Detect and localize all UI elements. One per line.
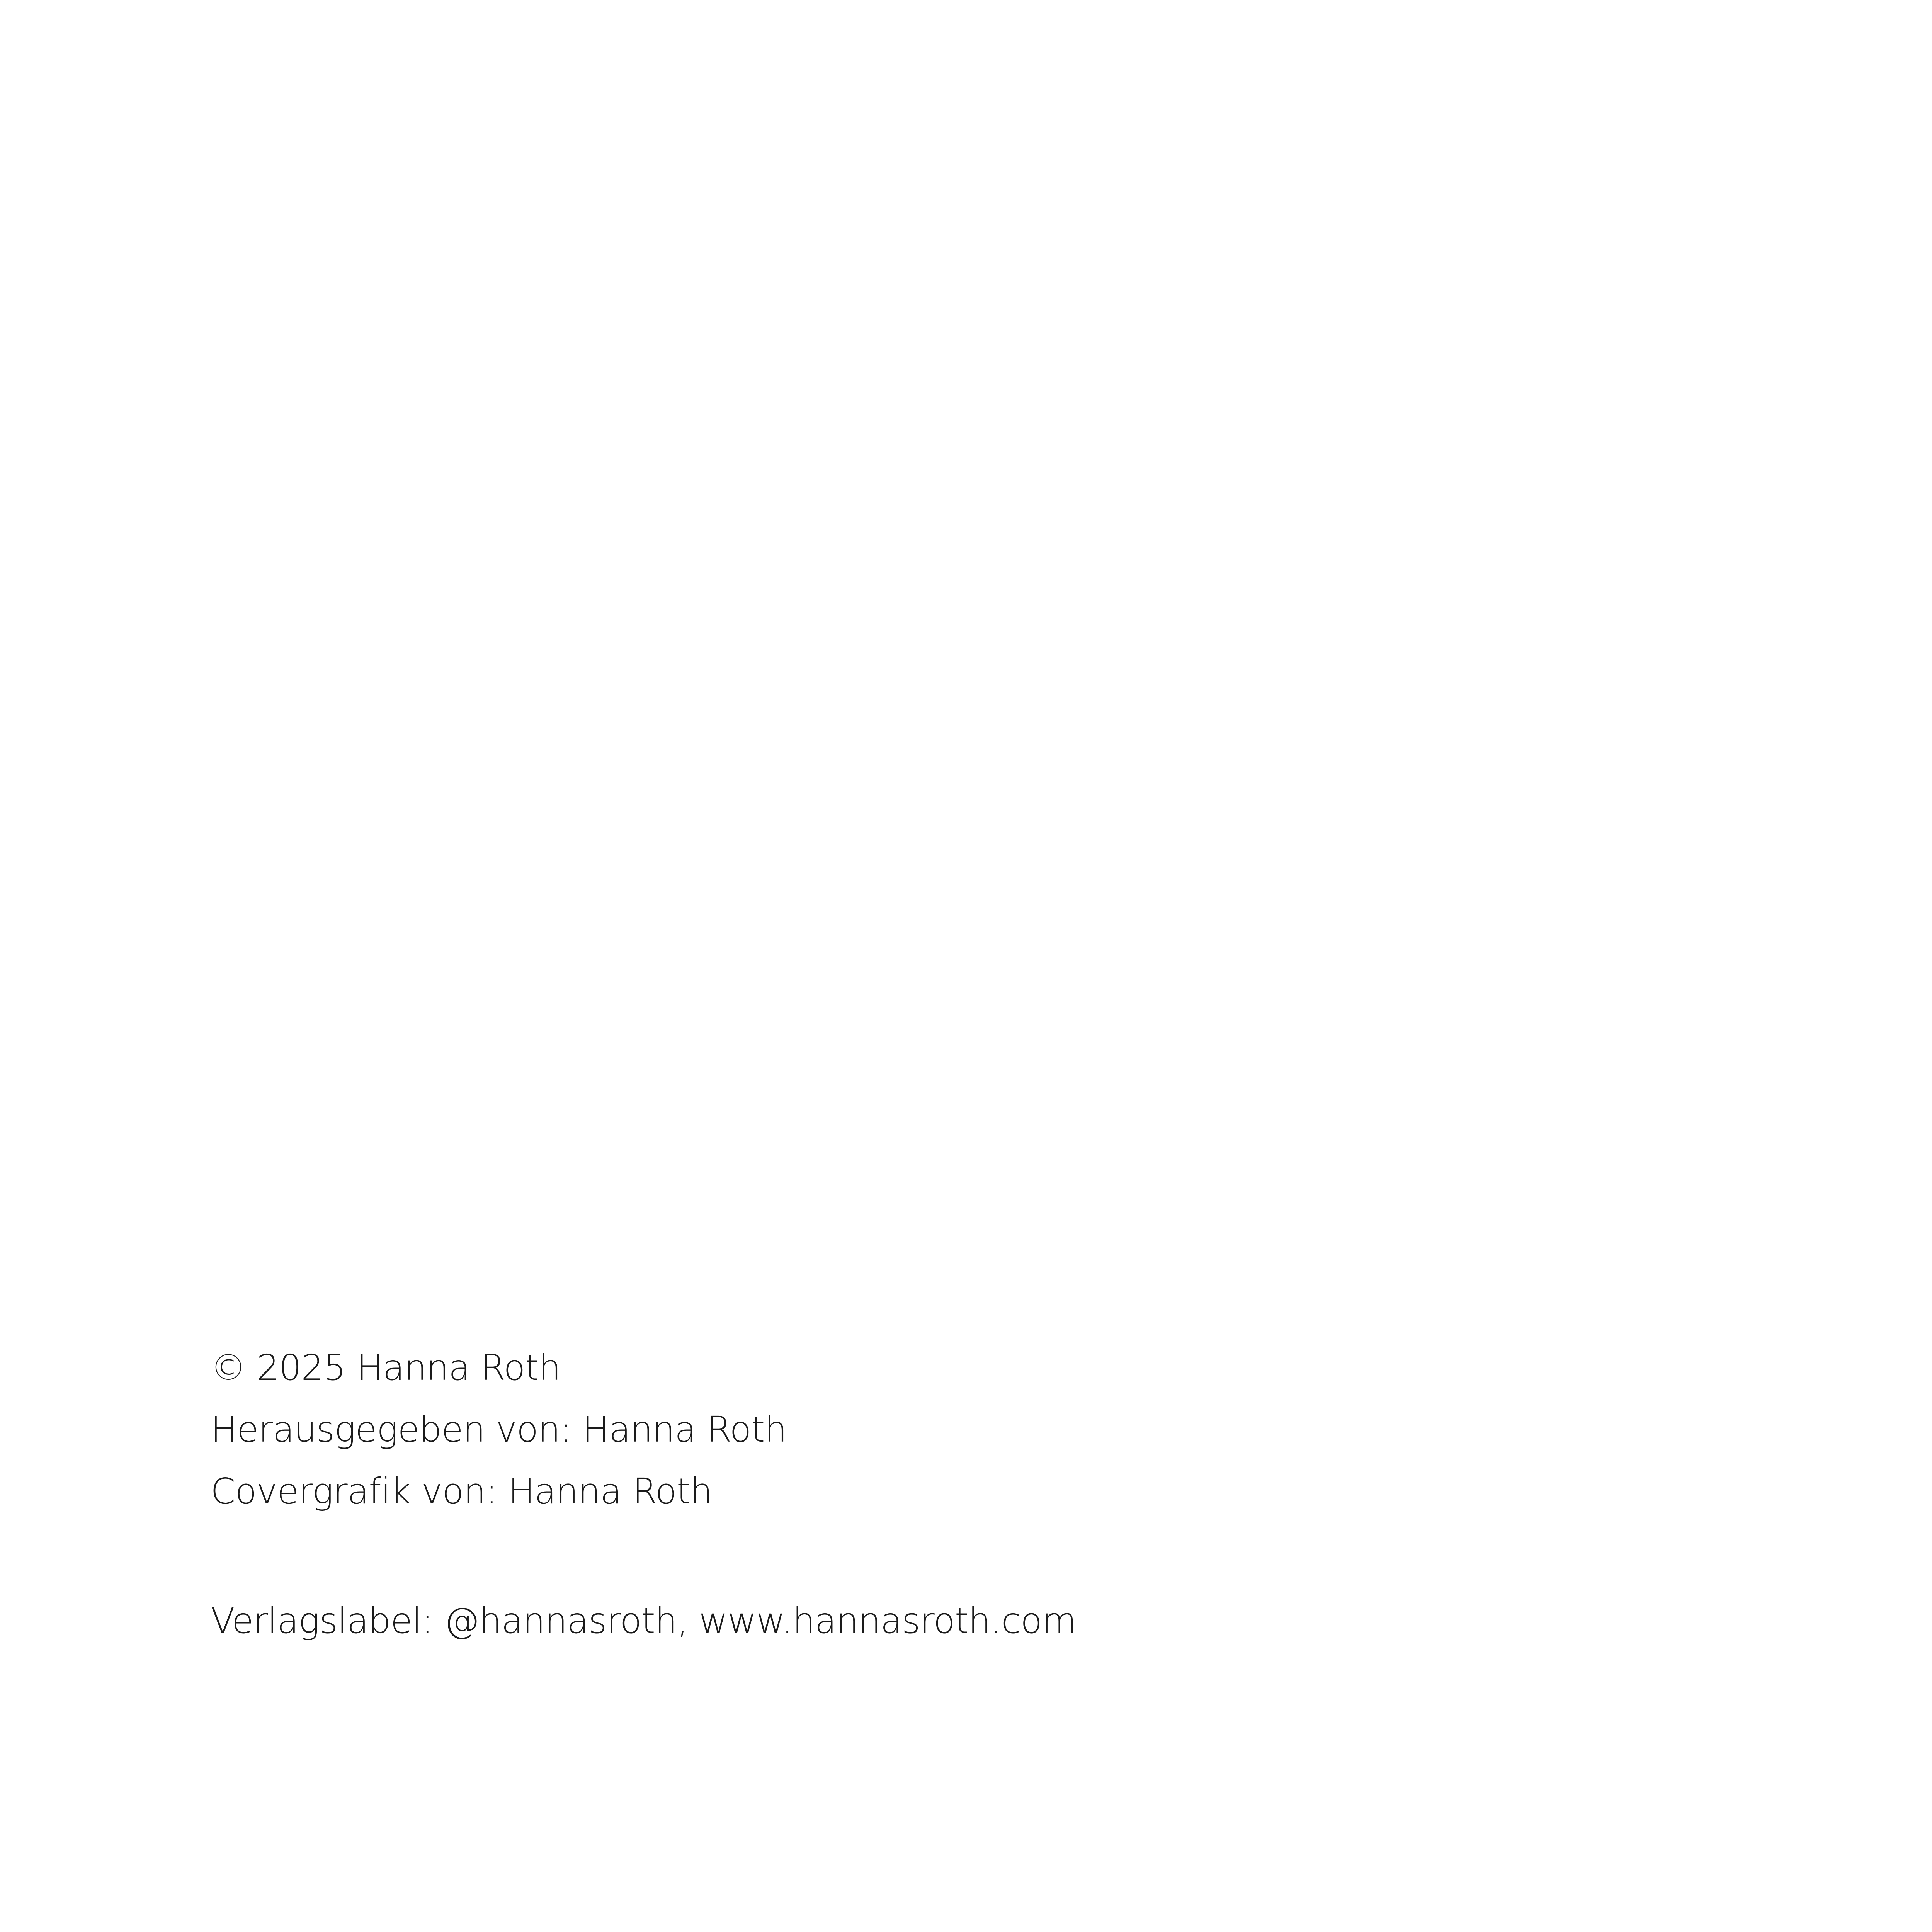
cover-credit-line: Covergrafik von: Hanna Roth (211, 1471, 713, 1512)
publisher-label-line: Verlagslabel: @hannasroth, www.hannasroth.com (211, 1600, 1076, 1641)
copyright-line: © 2025 Hanna Roth (211, 1347, 561, 1388)
copyright-block (211, 1337, 1872, 1522)
publisher-line: Herausgegeben von: Hanna Roth (211, 1409, 787, 1450)
publisher-label-block (211, 1590, 1872, 1652)
